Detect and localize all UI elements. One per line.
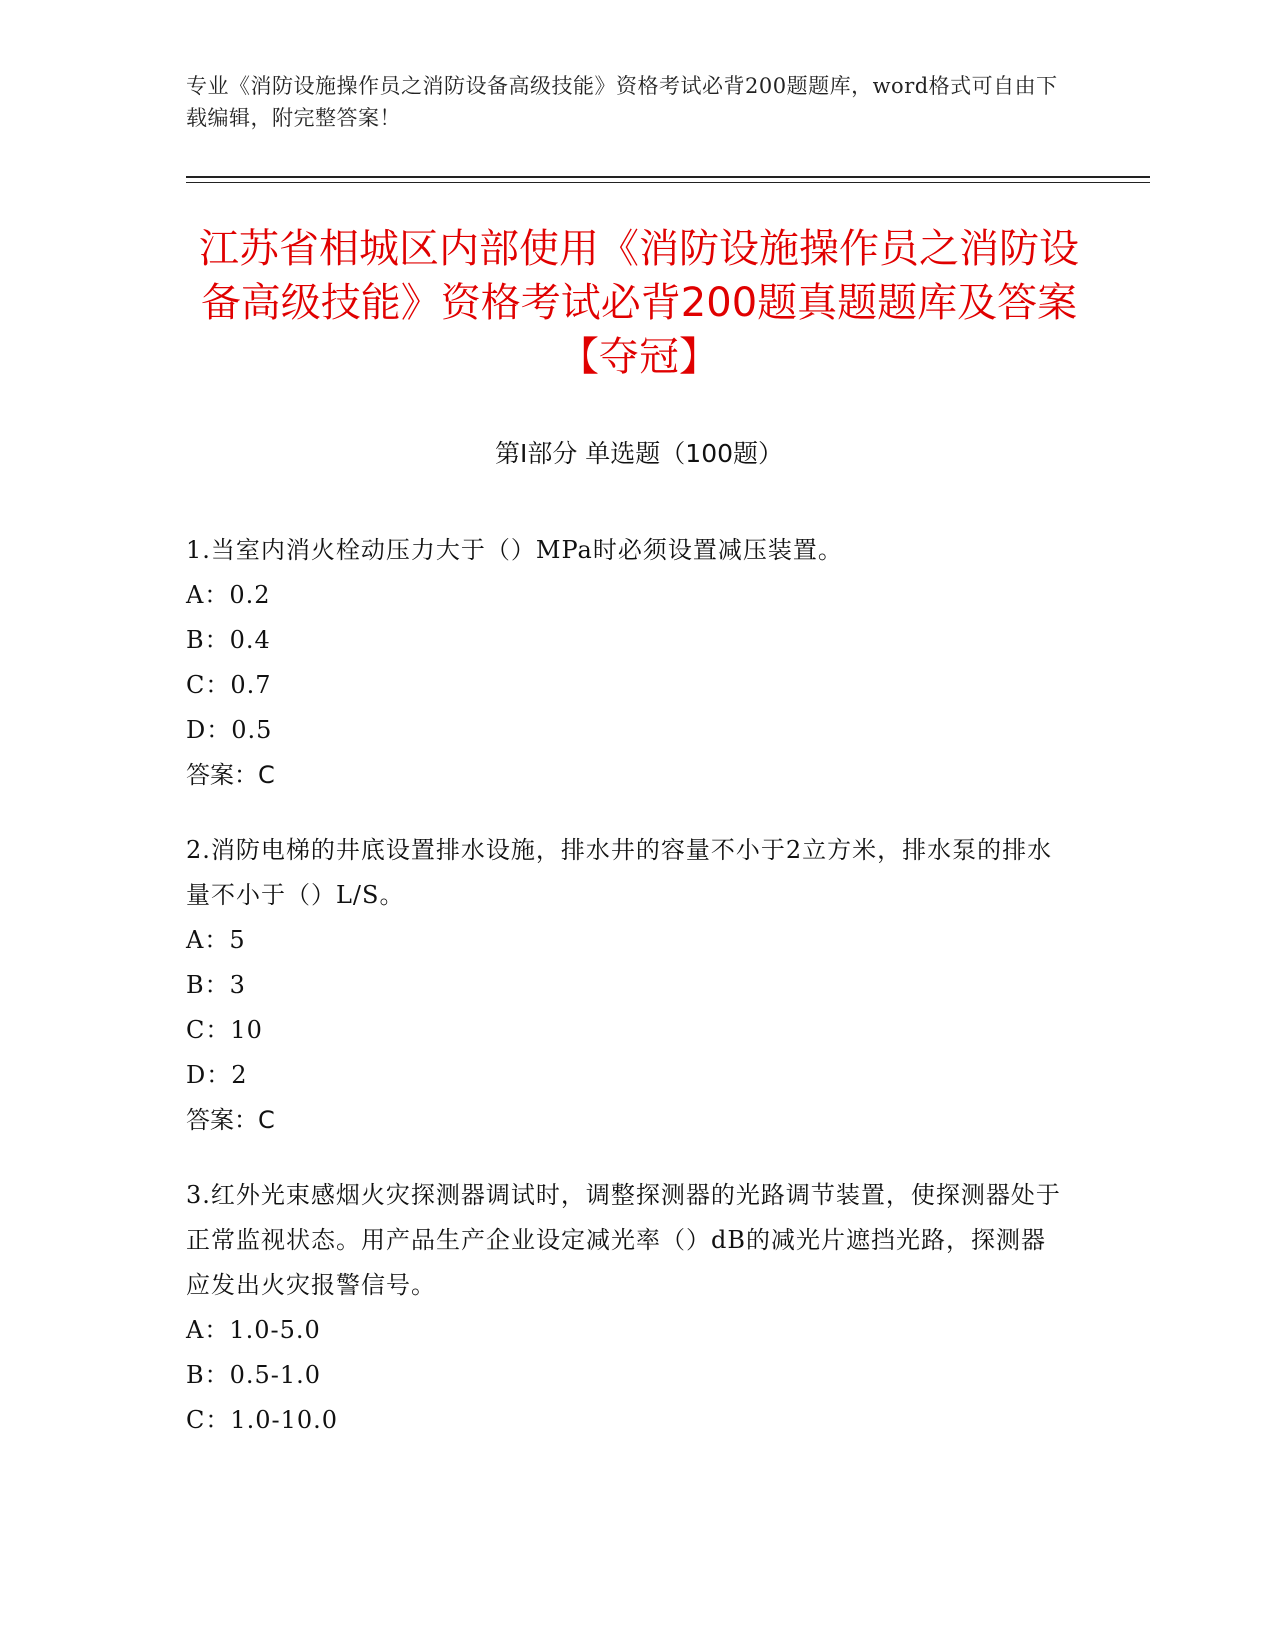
section-heading: 第Ⅰ部分 单选题（100题） — [494, 439, 784, 468]
option-d: D：0.5 — [186, 716, 273, 744]
option-d: D：2 — [186, 1061, 248, 1089]
question-stem: 1.当室内消火栓动压力大于（）MPa时必须设置减压装置。 — [186, 536, 843, 564]
header-divider-thin — [186, 182, 1150, 183]
document-title: 江苏省相城区内部使用《消防设施操作员之消防设备高级技能》资格考试必背200题真题题库及答案【夺冠】 — [199, 226, 1079, 380]
answer: 答案：C — [186, 761, 275, 789]
question-stem: 2.消防电梯的井底设置排水设施，排水井的容量不小于2立方米，排水泵的排水量不小于（）L/S。 — [186, 836, 1053, 909]
question-1 — [186, 528, 1066, 798]
question-list — [186, 528, 1066, 1473]
header-note: 专业《消防设施操作员之消防设备高级技能》资格考试必背200题题库，word格式可自由下载编辑，附完整答案！ — [186, 74, 1058, 130]
option-a: A：1.0-5.0 — [186, 1316, 321, 1344]
question-2 — [186, 828, 1066, 1143]
option-c: C：1.0-10.0 — [186, 1406, 339, 1434]
option-b: B：0.5-1.0 — [186, 1361, 322, 1389]
question-stem: 3.红外光束感烟火灾探测器调试时，调整探测器的光路调节装置，使探测器处于正常监视状态。用产品生产企业设定减光率（）dB的减光片遮挡光路，探测器应发出火灾报警信号。 — [186, 1181, 1061, 1299]
option-a: A：5 — [186, 926, 246, 954]
header-divider-thick — [186, 176, 1150, 178]
option-b: B：0.4 — [186, 626, 271, 654]
option-c: C：10 — [186, 1016, 263, 1044]
option-a: A：0.2 — [186, 581, 271, 609]
option-b: B：3 — [186, 971, 246, 999]
answer: 答案：C — [186, 1106, 275, 1134]
question-3 — [186, 1173, 1066, 1443]
option-c: C：0.7 — [186, 671, 272, 699]
